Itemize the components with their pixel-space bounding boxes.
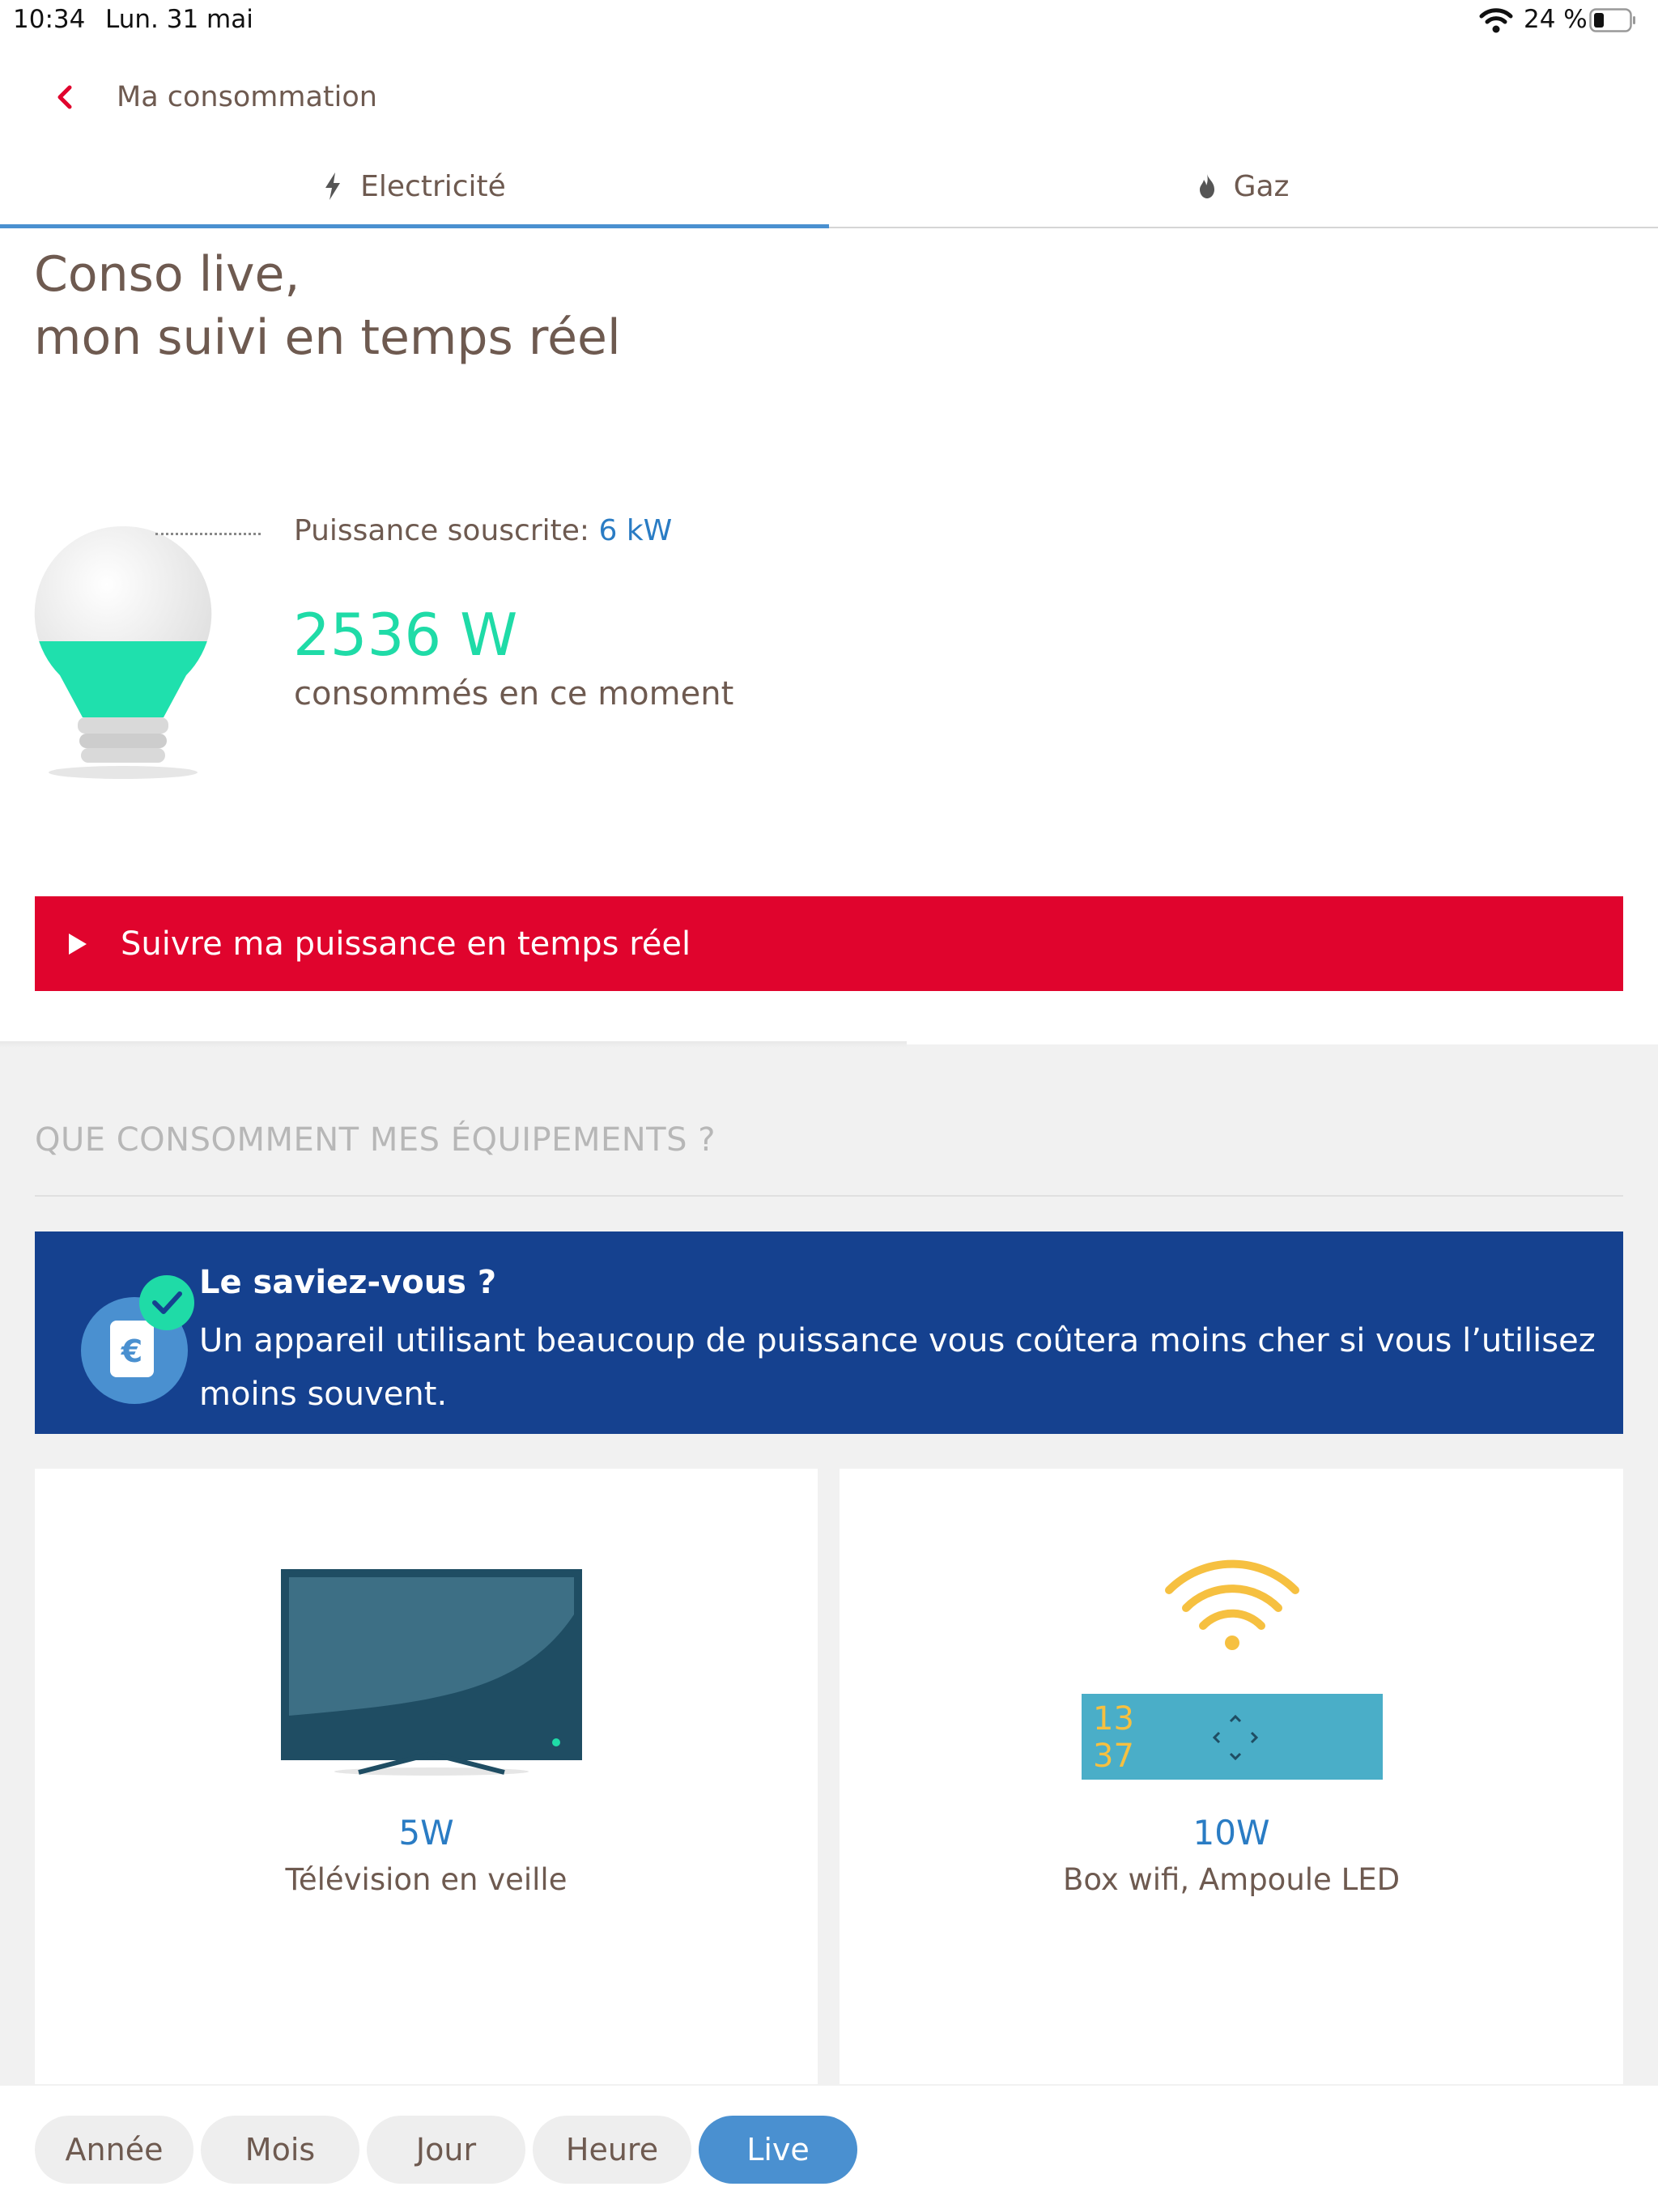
tab-label: Electricité [360, 169, 506, 203]
battery-percent: 24 % [1524, 5, 1588, 34]
device-watts: 10W [1192, 1813, 1270, 1853]
status-time: 10:34 [13, 5, 86, 34]
svg-text:€: € [121, 1334, 143, 1369]
tab-electricite[interactable] [0, 146, 829, 227]
router-icon [1070, 1550, 1394, 1784]
subscribed-power [294, 514, 672, 547]
equipment-section-title: QUE CONSOMMENT MES ÉQUIPEMENTS ? [35, 1121, 716, 1159]
device-card-tv[interactable] [35, 1469, 818, 2084]
period-tab-label: Live [746, 2132, 810, 2167]
router-display-bottom: 37 [1093, 1738, 1134, 1775]
router-display-top: 13 [1093, 1700, 1134, 1738]
status-bar [0, 0, 1658, 42]
flame-icon [1198, 174, 1216, 198]
follow-live-button[interactable] [35, 896, 1623, 991]
current-power-value: 2536 W [293, 601, 518, 669]
period-tab-annee[interactable] [35, 2116, 193, 2184]
wifi-icon [1478, 6, 1514, 36]
info-title: Le saviez-vous ? [199, 1264, 497, 1301]
follow-live-label: Suivre ma puissance en temps réel [121, 925, 691, 963]
heading-line1: Conso live, [34, 246, 300, 303]
device-label: Télévision en veille [285, 1862, 568, 1897]
period-tab-live[interactable] [699, 2116, 857, 2184]
period-tab-heure[interactable] [533, 2116, 691, 2184]
page-title: Ma consommation [117, 81, 377, 113]
energy-tabs [0, 146, 1658, 228]
device-watts: 5W [398, 1813, 454, 1853]
heading-line2: mon suivi en temps réel [34, 309, 621, 366]
tab-gaz[interactable] [829, 146, 1658, 227]
dotted-connector [155, 533, 261, 535]
tv-icon [278, 1566, 585, 1776]
live-heading [34, 243, 1005, 369]
current-power-caption: consommés en ce moment [294, 675, 734, 713]
battery-icon [1589, 8, 1636, 32]
info-card [35, 1231, 1623, 1434]
info-text: Un appareil utilisant beaucoup de puissance vous coûtera moins cher si vous l’utilisez moins souvent. [199, 1322, 1596, 1413]
device-label: Box wifi, Ampoule LED [1062, 1862, 1401, 1897]
period-tab-label: Mois [244, 2132, 316, 2167]
euro-document-icon [57, 1256, 211, 1410]
device-card-router[interactable] [840, 1469, 1623, 2084]
back-chevron-icon[interactable] [49, 81, 81, 113]
bolt-icon [323, 172, 342, 200]
section-divider [35, 1195, 1623, 1197]
period-tabs-bar [0, 2086, 1658, 2212]
status-date: Lun. 31 mai [105, 5, 253, 34]
period-tab-label: Heure [565, 2132, 659, 2167]
period-tab-label: Année [65, 2132, 164, 2167]
tab-label: Gaz [1233, 169, 1290, 203]
section-shadow [0, 1041, 907, 1048]
period-tab-mois[interactable] [201, 2116, 359, 2184]
period-tab-jour[interactable] [367, 2116, 525, 2184]
period-tab-label: Jour [415, 2132, 477, 2167]
play-icon [69, 934, 87, 955]
nav-header [0, 65, 1658, 130]
subscribed-value: 6 kW [598, 514, 673, 547]
subscribed-label: Puissance souscrite: [294, 514, 590, 547]
lightbulb-icon [32, 526, 219, 793]
